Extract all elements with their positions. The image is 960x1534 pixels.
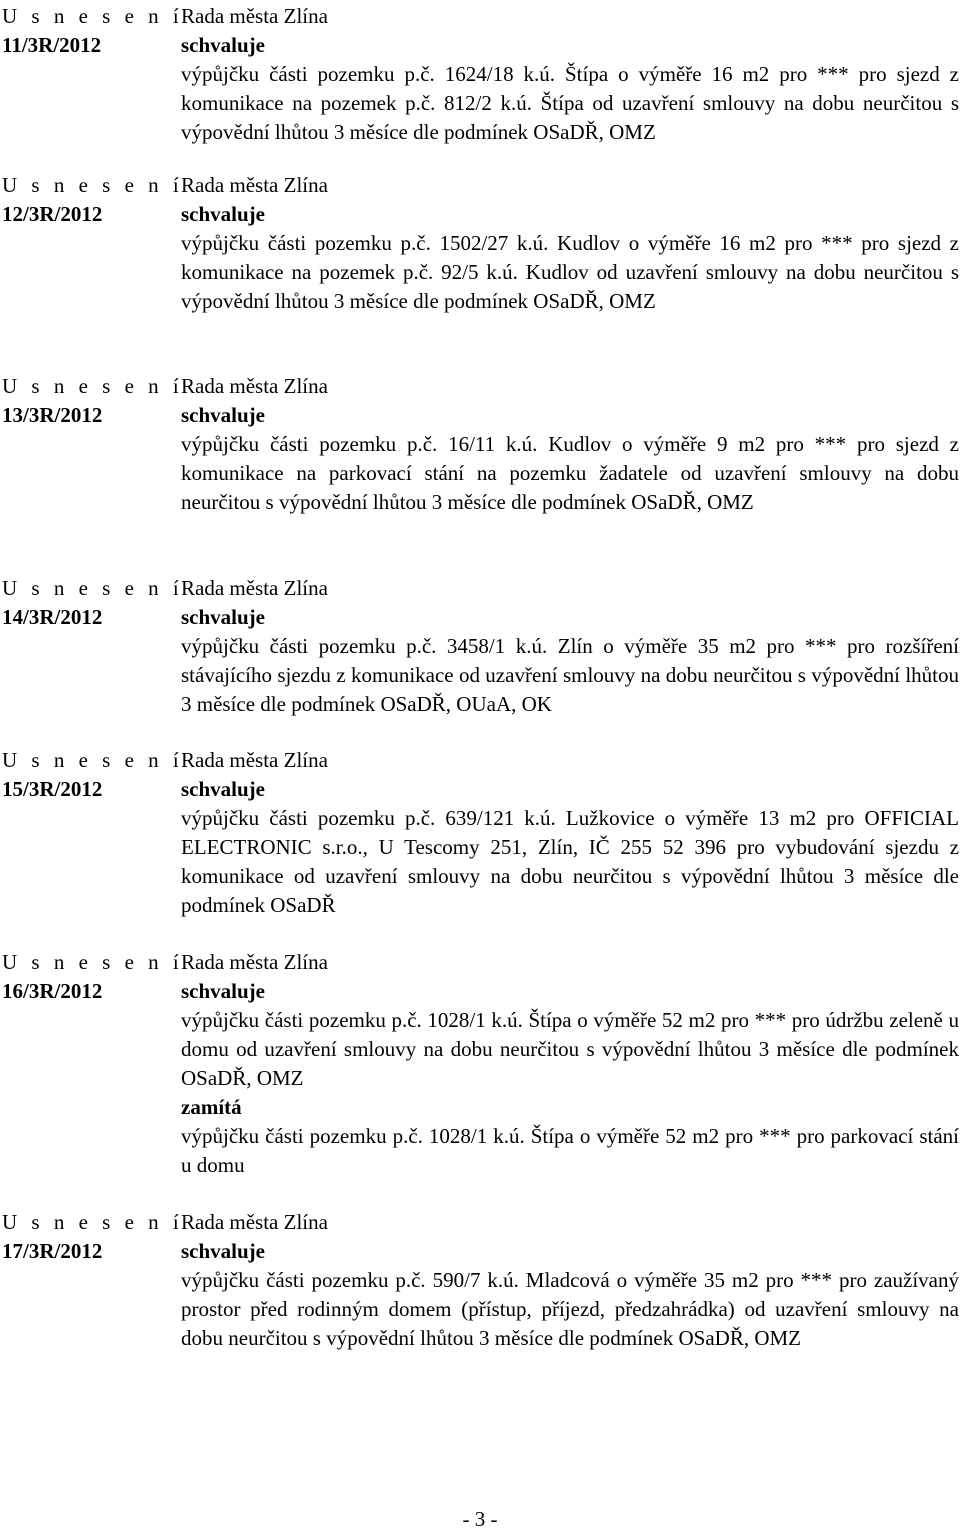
decision-verb: schvaluje [181,605,265,629]
decision-text: výpůjčku části pozemku p.č. 1028/1 k.ú. Štípa o výměře 52 m2 pro *** pro údržbu zeleně u domu od uzavření smlouvy na dobu neurčitou s výpovědní lhůtou 3 měsíce dle podmínek OSaDŘ, OMZ [181,1008,959,1090]
resolution-label [2,372,184,430]
resolution-label [2,746,184,804]
resolution-word: U s n e s e n í [2,4,184,28]
decision-verb: schvaluje [181,202,265,226]
resolution-label [2,2,184,60]
resolution-body [181,1208,959,1353]
council-name: Rada města Zlína [181,173,328,197]
resolution-word: U s n e s e n í [2,374,184,398]
council-name: Rada města Zlína [181,4,328,28]
resolution-number: 11/3R/2012 [2,33,102,57]
resolution-word: U s n e s e n í [2,1210,184,1234]
resolution-label [2,948,184,1006]
resolution-label [2,1208,184,1266]
page-number: - 3 - [462,1507,498,1531]
resolution-word: U s n e s e n í [2,950,184,974]
decision-verb: schvaluje [181,777,265,801]
resolution-number: 13/3R/2012 [2,403,103,427]
decision-text: výpůjčku části pozemku p.č. 3458/1 k.ú. Zlín o výměře 35 m2 pro *** pro rozšíření stávajícího sjezdu z komunikace od uzavření smlouvy na dobu neurčitou s výpovědní lhůtou 3 měsíce dle podmínek OSaDŘ, OUaA, OK [181,634,959,716]
resolution-body [181,171,959,316]
resolution-body [181,746,959,920]
council-name: Rada města Zlína [181,374,328,398]
decision-text: výpůjčku části pozemku p.č. 590/7 k.ú. Mladcová o výměře 35 m2 pro *** pro zaužívaný prostor před rodinným domem (přístup, příjezd, předzahrádka) od uzavření smlouvy na dobu neurčitou s výpovědní lhůtou 3 měsíce dle podmínek OSaDŘ, OMZ [181,1268,959,1350]
resolution-word: U s n e s e n í [2,576,184,600]
decision-text: výpůjčku části pozemku p.č. 1624/18 k.ú. Štípa o výměře 16 m2 pro *** pro sjezd z komunikace na pozemek p.č. 812/2 k.ú. Štípa od uzavření smlouvy na dobu neurčitou s výpovědní lhůtou 3 měsíce dle podmínek OSaDŘ, OMZ [181,62,959,144]
resolution-body [181,372,959,517]
resolution-label [2,171,184,229]
council-name: Rada města Zlína [181,1210,328,1234]
decision-text: výpůjčku části pozemku p.č. 1502/27 k.ú. Kudlov o výměře 16 m2 pro *** pro sjezd z komunikace na pozemek p.č. 92/5 k.ú. Kudlov od uzavření smlouvy na dobu neurčitou s výpovědní lhůtou 3 měsíce dle podmínek OSaDŘ, OMZ [181,231,959,313]
resolution-number: 12/3R/2012 [2,202,103,226]
decision-text: výpůjčku části pozemku p.č. 639/121 k.ú. Lužkovice o výměře 13 m2 pro OFFICIAL ELECTRONIC s.r.o., U Tescomy 251, Zlín, IČ 255 52 396 pro vybudování sjezdu z komunikace od uzavření smlouvy na dobu neurčitou s výpovědní lhůtou 3 měsíce dle podmínek OSaDŘ [181,806,959,917]
decision-verb: schvaluje [181,1239,265,1263]
resolution-number: 17/3R/2012 [2,1239,103,1263]
decision-verb: schvaluje [181,33,265,57]
resolution-number: 15/3R/2012 [2,777,103,801]
resolution-body [181,2,959,147]
council-name: Rada města Zlína [181,748,328,772]
decision-text: výpůjčku části pozemku p.č. 16/11 k.ú. Kudlov o výměře 9 m2 pro *** pro sjezd z komunikace na parkovací stání na pozemku žadatele od uzavření smlouvy na dobu neurčitou s výpovědní lhůtou 3 měsíce dle podmínek OSaDŘ, OMZ [181,432,959,514]
resolution-word: U s n e s e n í [2,748,184,772]
decision-verb-rejected: zamítá [181,1095,242,1119]
council-name: Rada města Zlína [181,950,328,974]
resolution-label [2,574,184,632]
council-name: Rada města Zlína [181,576,328,600]
resolution-number: 14/3R/2012 [2,605,103,629]
resolution-number: 16/3R/2012 [2,979,103,1003]
decision-verb: schvaluje [181,403,265,427]
resolution-body [181,574,959,719]
resolution-word: U s n e s e n í [2,173,184,197]
resolution-body [181,948,959,1180]
decision-verb: schvaluje [181,979,265,1003]
decision-text-rejected: výpůjčku části pozemku p.č. 1028/1 k.ú. Štípa o výměře 52 m2 pro *** pro parkovací stání u domu [181,1124,959,1177]
